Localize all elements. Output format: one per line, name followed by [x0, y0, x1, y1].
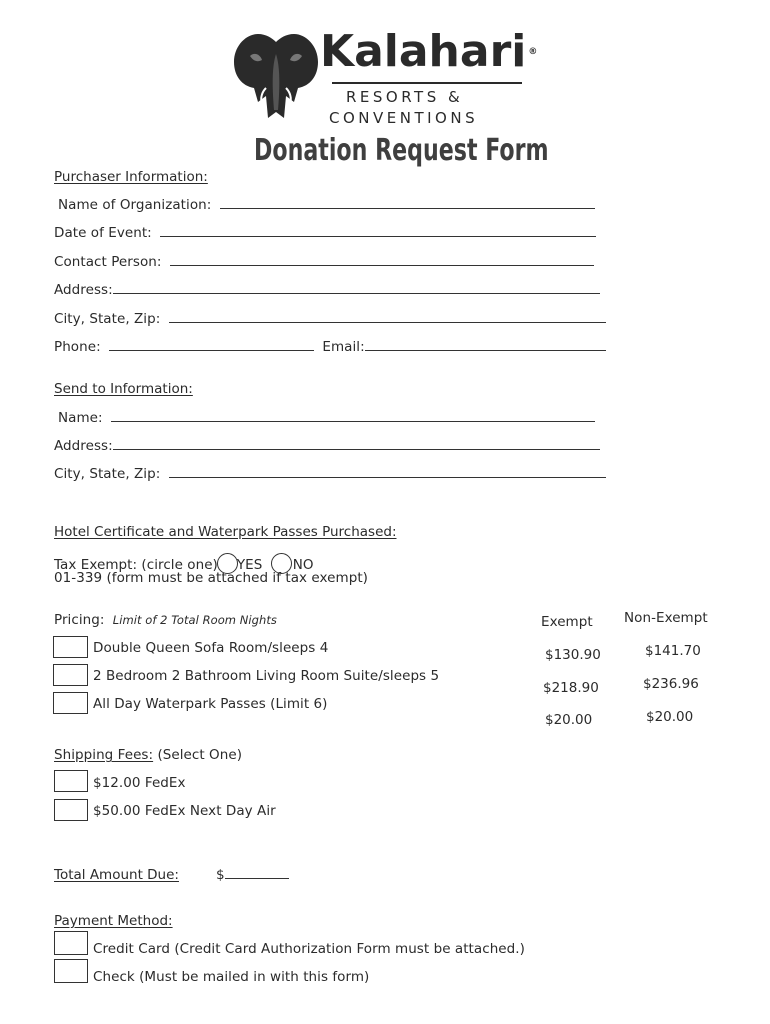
send-to-heading: Send to Information:: [54, 381, 193, 397]
phone-line[interactable]: [109, 339, 314, 351]
elephant-icon: [228, 26, 324, 122]
email-label: Email:: [322, 339, 365, 355]
item-checkbox-1[interactable]: [53, 636, 88, 658]
logo-line2: CONVENTIONS: [329, 109, 479, 127]
payment-option-1: Credit Card (Credit Card Authorization Form must be attached.): [93, 941, 525, 957]
pricing-label: Pricing:: [54, 612, 105, 628]
item-exempt-1: $130.90: [545, 647, 601, 663]
item-exempt-3: $20.00: [545, 712, 593, 728]
shipping-note: (Select One): [157, 747, 243, 763]
yes-label: YES: [236, 557, 263, 573]
item-non-exempt-2: $236.96: [643, 676, 699, 692]
total-field[interactable]: [216, 867, 289, 883]
item-non-exempt-3: $20.00: [646, 709, 694, 725]
send-address-label: Address:: [54, 438, 113, 454]
address-label: Address:: [54, 282, 113, 298]
phone-email-field[interactable]: [54, 339, 606, 355]
total-label: Total Amount Due:: [54, 867, 179, 883]
pricing-note: Limit of 2 Total Room Nights: [112, 613, 277, 627]
send-city-label: City, State, Zip:: [54, 466, 161, 482]
payment-checkbox-1[interactable]: [54, 931, 88, 955]
contact-label: Contact Person:: [54, 254, 162, 270]
item-non-exempt-1: $141.70: [645, 643, 701, 659]
payment-checkbox-2[interactable]: [54, 959, 88, 983]
shipping-checkbox-1[interactable]: [54, 770, 88, 792]
send-name-label: Name:: [58, 410, 103, 426]
address-field[interactable]: [54, 282, 600, 298]
total-currency: $: [216, 867, 225, 883]
page-title: Donation Request Form: [254, 133, 549, 168]
send-city-field[interactable]: [54, 466, 606, 482]
phone-label: Phone:: [54, 339, 101, 355]
pricing-row: [54, 612, 277, 628]
tax-exempt-label: Tax Exempt: (circle one): [54, 557, 218, 573]
date-field[interactable]: [54, 225, 596, 241]
item-label-2: 2 Bedroom 2 Bathroom Living Room Suite/sleeps 5: [93, 668, 440, 684]
no-label: NO: [292, 557, 314, 573]
col-non-exempt: Non-Exempt: [624, 610, 708, 626]
payment-option-2: Check (Must be mailed in with this form): [93, 969, 370, 985]
item-exempt-2: $218.90: [543, 680, 599, 696]
payment-heading: Payment Method:: [54, 913, 173, 929]
city-field[interactable]: [54, 311, 606, 327]
item-label-3: All Day Waterpark Passes (Limit 6): [93, 696, 328, 712]
shipping-checkbox-2[interactable]: [54, 799, 88, 821]
shipping-row: [54, 747, 242, 763]
kalahari-logo: [228, 24, 538, 134]
item-label-1: Double Queen Sofa Room/sleeps 4: [93, 640, 329, 656]
purchaser-heading: Purchaser Information:: [54, 169, 208, 185]
item-checkbox-3[interactable]: [53, 692, 88, 714]
date-label: Date of Event:: [54, 225, 152, 241]
col-exempt: Exempt: [541, 614, 593, 630]
tax-note: 01-339 (form must be attached if tax exempt): [54, 570, 368, 586]
send-address-field[interactable]: [54, 438, 600, 454]
hotel-heading: Hotel Certificate and Waterpark Passes Purchased:: [54, 524, 397, 540]
shipping-option-2: $50.00 FedEx Next Day Air: [93, 803, 276, 819]
logo-brand: Kalahari: [320, 26, 527, 77]
send-name-field[interactable]: [58, 410, 595, 426]
logo-line1: RESORTS &: [346, 88, 464, 106]
organization-label: Name of Organization:: [58, 197, 212, 213]
item-checkbox-2[interactable]: [53, 664, 88, 686]
shipping-heading: Shipping Fees:: [54, 747, 154, 763]
email-line[interactable]: [365, 339, 606, 351]
contact-field[interactable]: [54, 254, 594, 270]
city-label: City, State, Zip:: [54, 311, 161, 327]
logo-registered: ®: [528, 47, 538, 57]
organization-field[interactable]: [58, 197, 595, 213]
shipping-option-1: $12.00 FedEx: [93, 775, 186, 791]
